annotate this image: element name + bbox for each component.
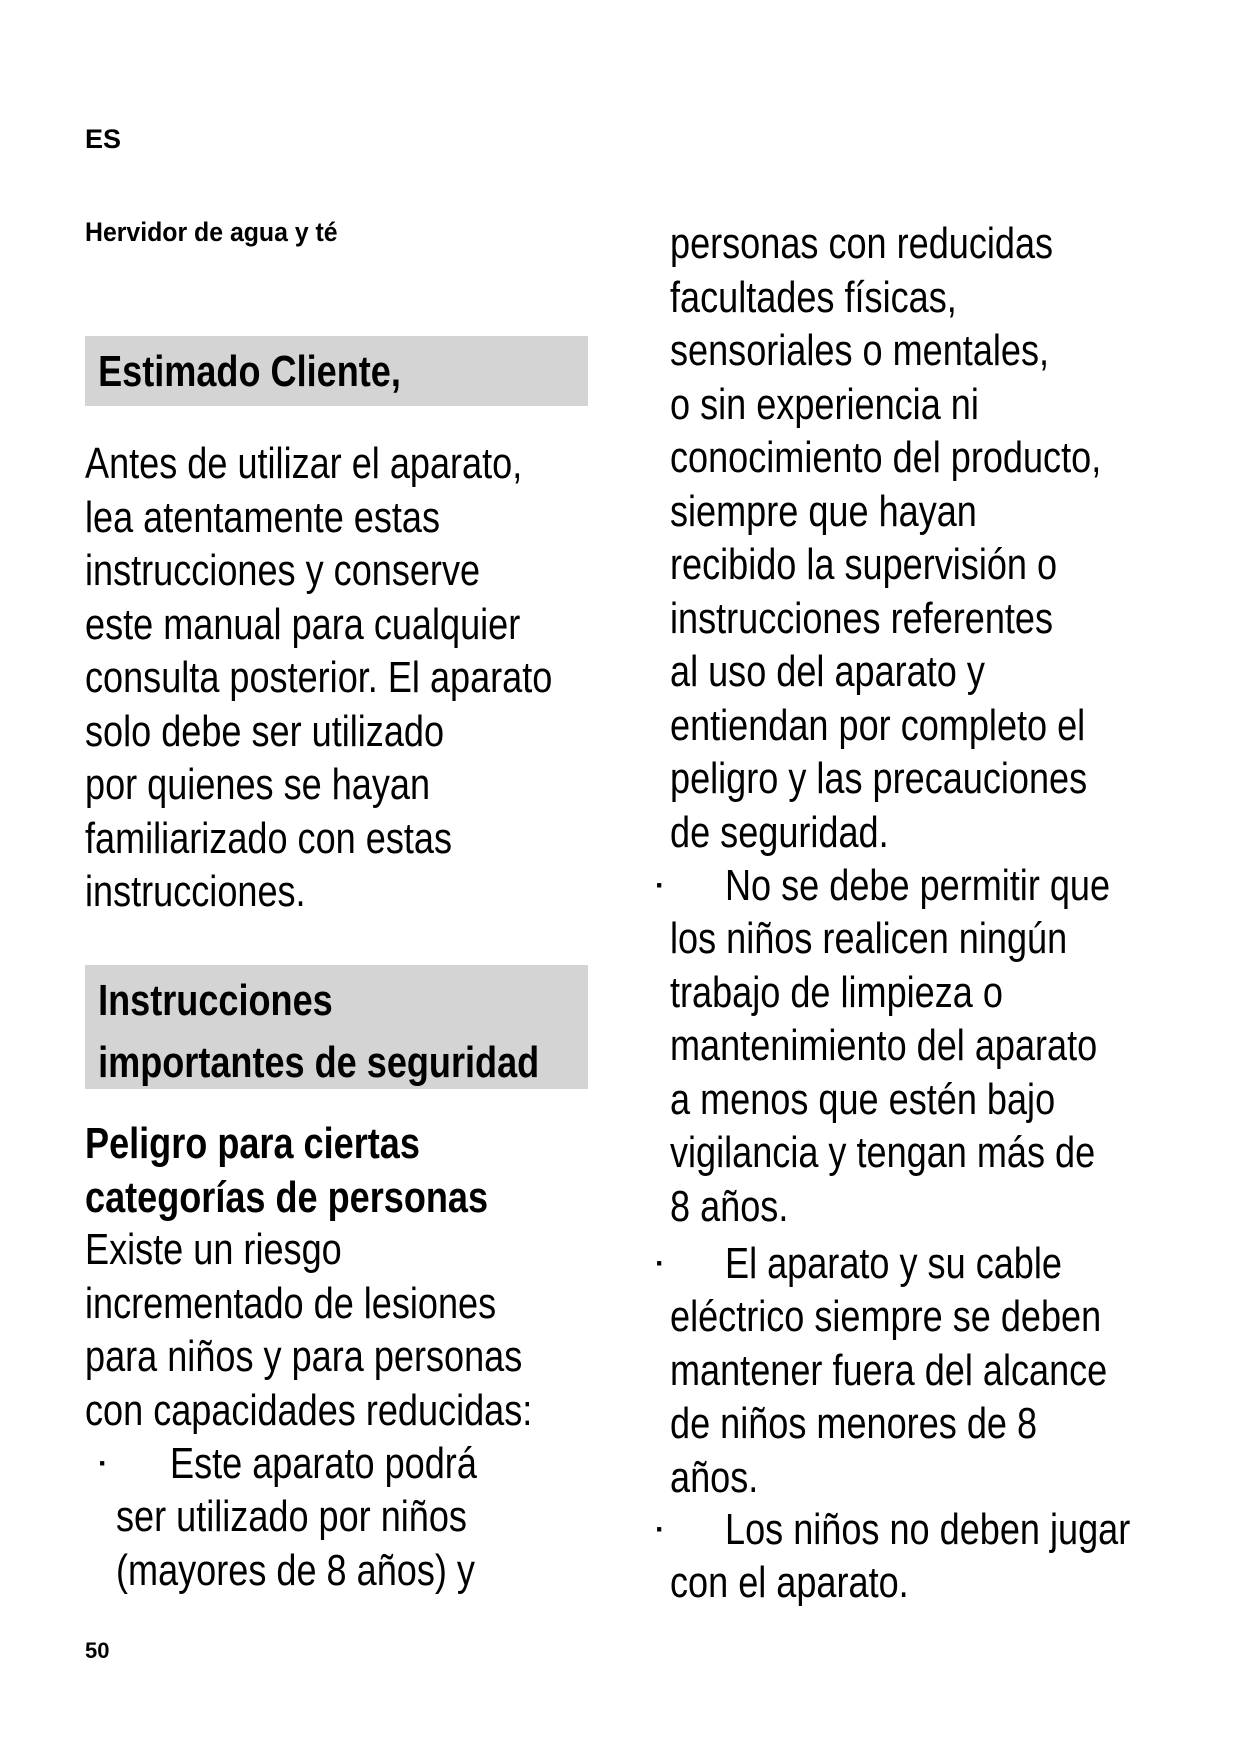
text-line: Los niños no deben jugar <box>725 1505 1131 1554</box>
text-line: eléctrico siempre se deben <box>670 1292 1102 1341</box>
text-line: años. <box>670 1452 759 1502</box>
text-line: No se debe permitir que <box>725 861 1111 910</box>
text-line: solo debe ser utilizado <box>85 706 445 756</box>
text-line: al uso del aparato y <box>670 647 985 696</box>
text-line: con el aparato. <box>670 1558 909 1607</box>
text-line: sensoriales o mentales, <box>670 326 1050 375</box>
bullet-dot: · <box>98 1447 108 1480</box>
continuation-paragraph <box>670 217 1196 859</box>
text-line: con capacidades reducidas: <box>85 1385 533 1435</box>
bullet-3-first-line <box>725 1237 1136 1291</box>
language-code: ES <box>85 124 122 154</box>
intro-paragraph <box>85 437 655 919</box>
text-line: siempre que hayan <box>670 486 977 536</box>
risk-paragraph <box>85 1223 630 1437</box>
bullet-2-continuation <box>670 912 1191 1233</box>
text-line: familiarizado con estas <box>85 813 452 863</box>
text-line: mantener fuera del alcance <box>670 1345 1108 1395</box>
text-line: peligro y las precauciones <box>670 754 1088 803</box>
bullet-2-first-line <box>725 859 1195 913</box>
text-line: para niños y para personas <box>85 1332 523 1381</box>
text-line: Existe un riesgo <box>85 1225 342 1274</box>
text-line: personas con reducidas <box>670 219 1054 268</box>
text-line: El aparato y su cable <box>725 1239 1062 1288</box>
bullet-1-continuation <box>116 1490 554 1597</box>
subheading-line: categorías de personas <box>85 1172 489 1222</box>
heading-band-instrucciones <box>85 965 588 1089</box>
text-line: recibido la supervisión o <box>670 540 1058 589</box>
text-line: trabajo de limpieza o <box>670 967 1003 1017</box>
bullet-1-first-line <box>170 1437 544 1491</box>
bullet-dot: · <box>655 1247 665 1280</box>
text-line: de seguridad. <box>670 807 889 857</box>
heading-band-estimado-cliente <box>85 336 588 406</box>
bullet-3-continuation <box>670 1290 1203 1504</box>
page-number: 50 <box>85 1638 110 1663</box>
text-line: facultades físicas, <box>670 272 957 322</box>
text-line: Este aparato podrá <box>170 1439 477 1488</box>
subheading-line: Peligro para ciertas <box>85 1119 420 1168</box>
subheading-peligro <box>85 1117 577 1224</box>
text-line: ser utilizado por niños <box>116 1492 467 1541</box>
text-line: a menos que estén bajo <box>670 1074 1056 1124</box>
bullet-dot: · <box>655 869 665 902</box>
text-line: conocimiento del producto, <box>670 433 1102 482</box>
bullet-4-first-line <box>725 1503 1219 1557</box>
text-line: instrucciones referentes <box>670 593 1054 643</box>
bullet-4-continuation <box>670 1556 961 1610</box>
text-line: de niños menores de 8 <box>670 1399 1038 1448</box>
text-line: consulta posterior. El aparato <box>85 653 553 702</box>
text-line: instrucciones. <box>85 867 306 916</box>
text-line: este manual para cualquier <box>85 599 521 649</box>
bullet-dot: · <box>655 1513 665 1546</box>
text-line: mantenimiento del aparato <box>670 1021 1098 1070</box>
text-line: o sin experiencia ni <box>670 379 979 429</box>
text-line: (mayores de 8 años) y <box>116 1545 475 1595</box>
text-line: incrementado de lesiones <box>85 1278 497 1328</box>
section-heading-line: importantes de seguridad <box>98 1038 540 1087</box>
document-title: Hervidor de agua y té <box>85 217 338 247</box>
section-heading-line: Instrucciones <box>98 976 333 1025</box>
section-heading-estimado-cliente: Estimado Cliente, <box>98 347 401 396</box>
text-line: lea atentamente estas <box>85 492 441 542</box>
text-line: 8 años. <box>670 1181 789 1231</box>
text-line: instrucciones y conserve <box>85 546 481 595</box>
text-line: Antes de utilizar el aparato, <box>85 439 523 488</box>
text-line: por quienes se hayan <box>85 760 431 809</box>
text-line: vigilancia y tengan más de <box>670 1128 1096 1177</box>
text-line: los niños realicen ningún <box>670 914 1068 963</box>
text-line: entiendan por completo el <box>670 700 1086 750</box>
